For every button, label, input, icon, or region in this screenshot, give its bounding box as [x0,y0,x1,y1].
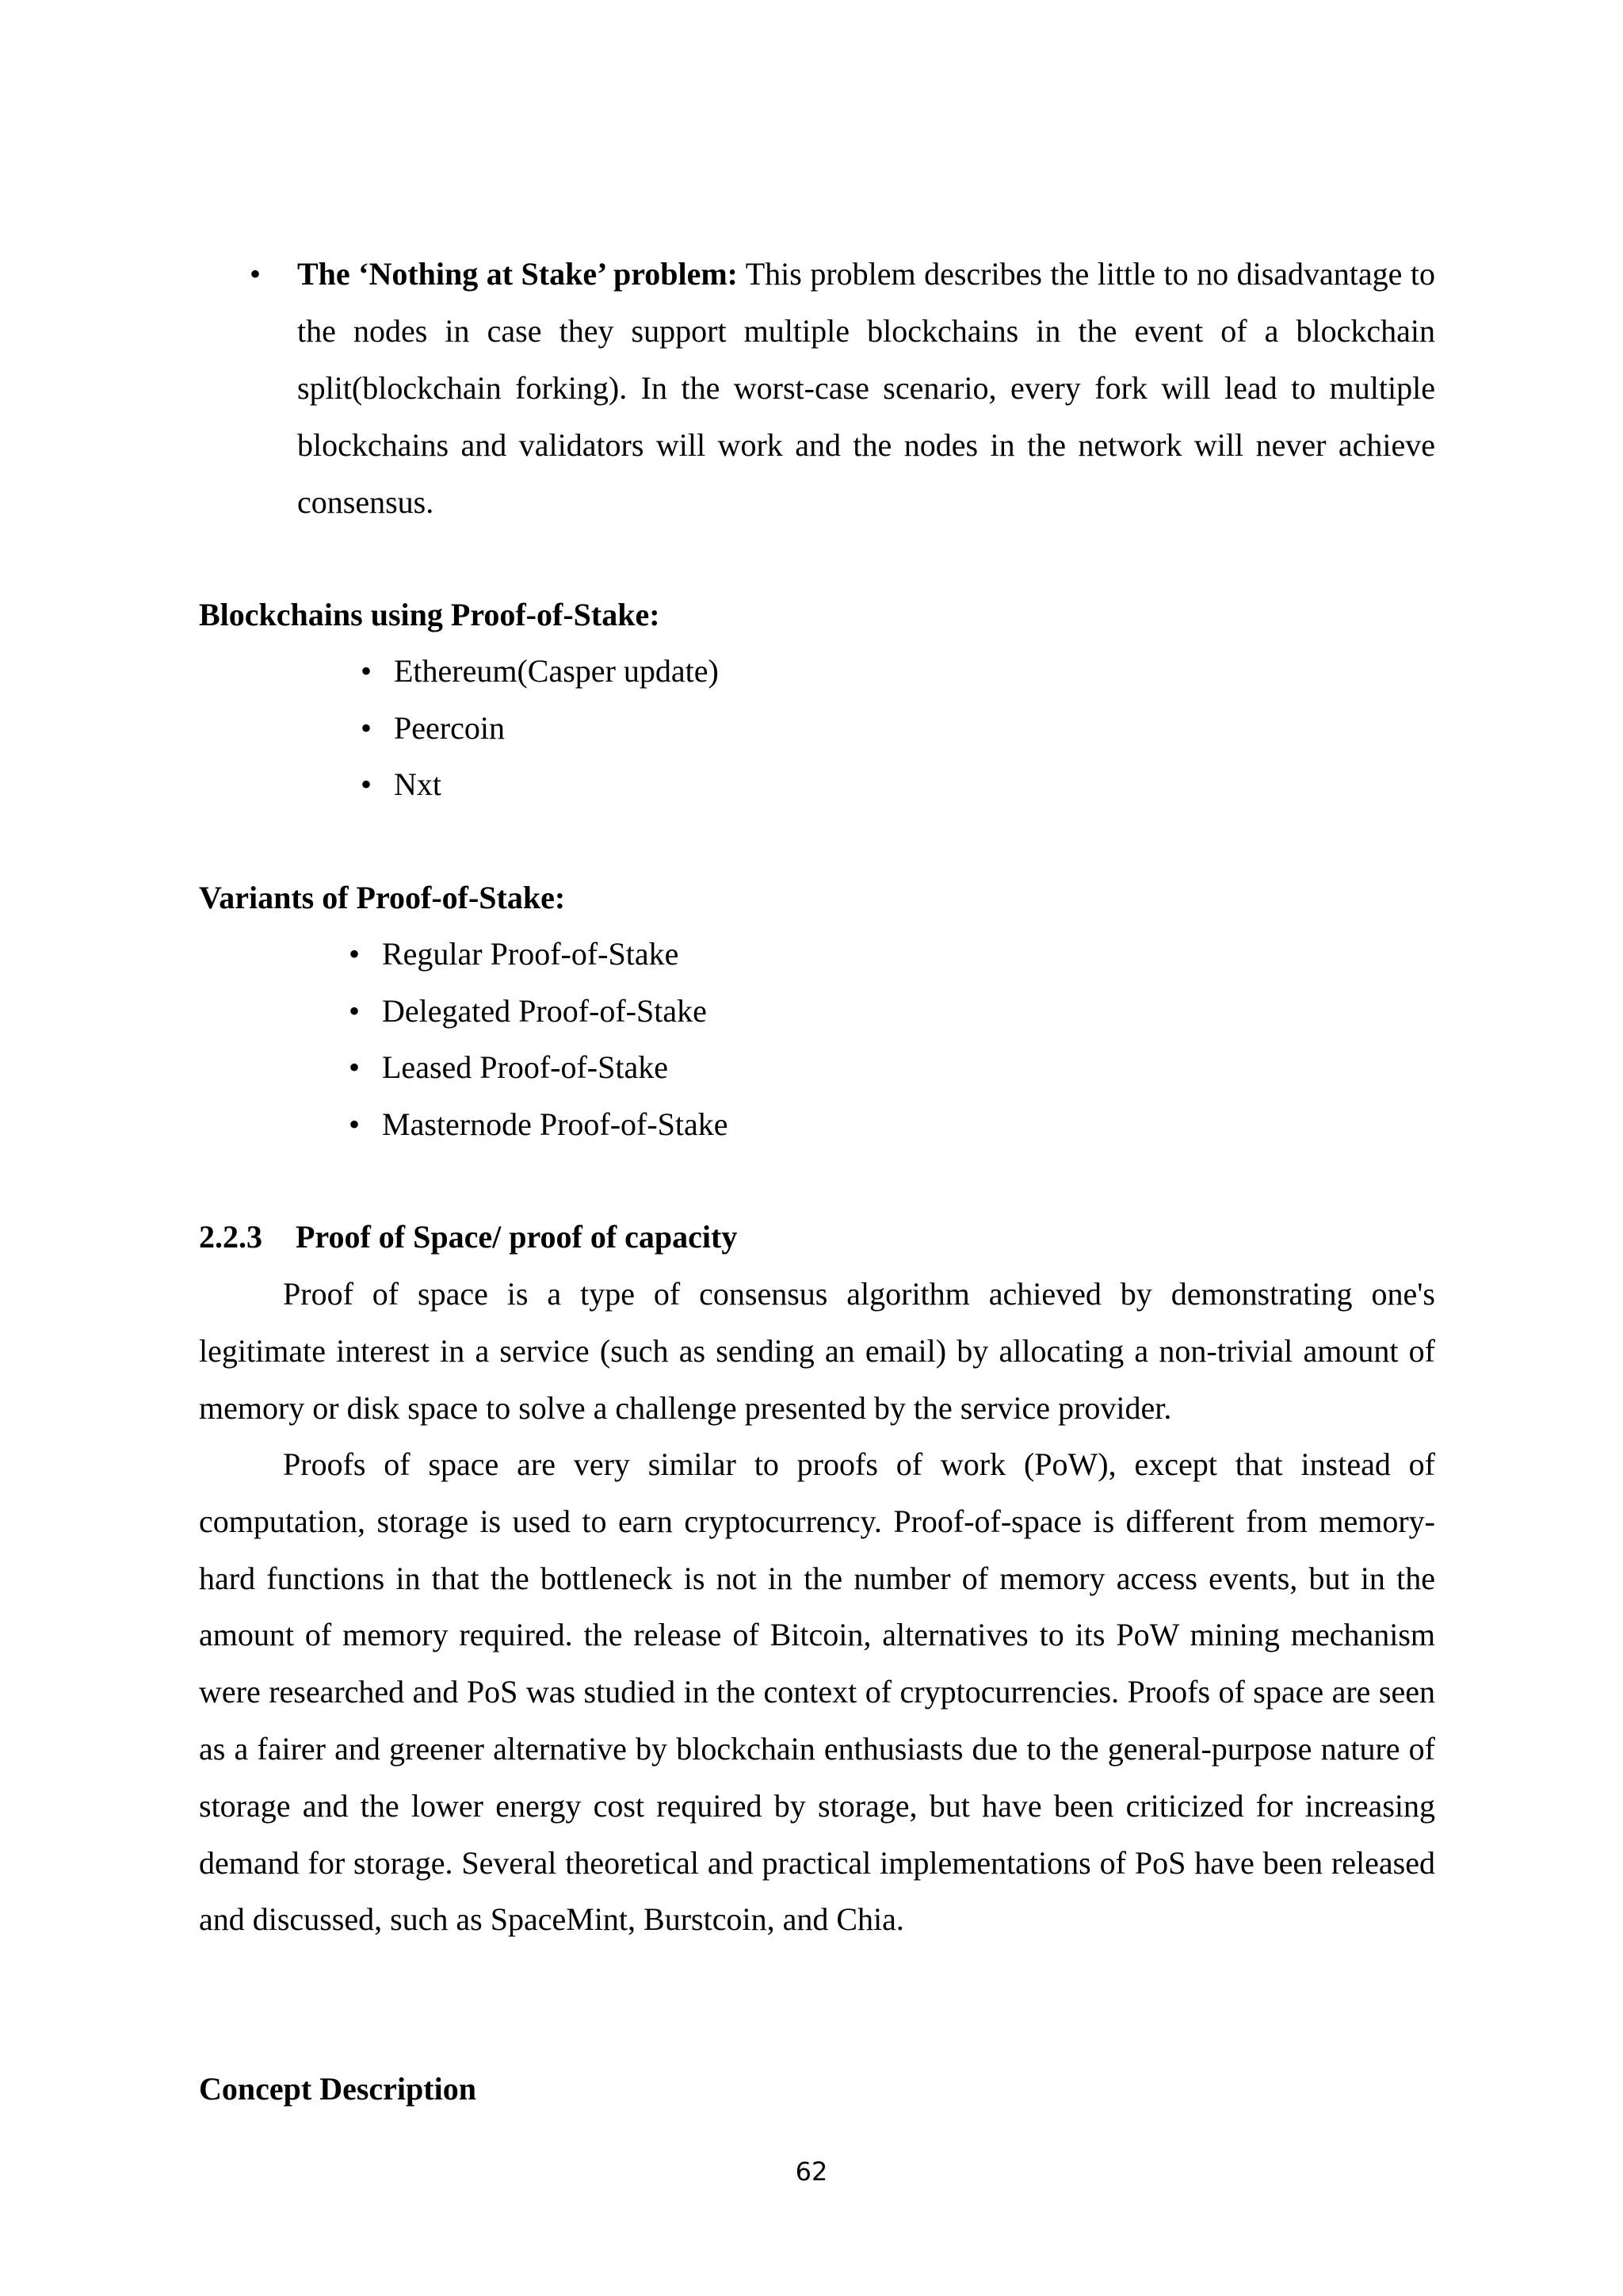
list-item: • Ethereum(Casper update) [394,643,719,700]
nothing-at-stake-text [297,246,1435,531]
bullet-icon: • [361,709,372,746]
blockchains-pos-heading: Blockchains using Proof-of-Stake: [199,597,660,632]
bullet-icon: • [361,766,372,802]
section-title: Proof of Space/ proof of capacity [296,1219,738,1255]
list-item: • Delegated Proof-of-Stake [382,983,728,1040]
nothing-at-stake-lead: The ‘Nothing at Stake’ problem: [297,256,738,292]
section-heading [199,1209,737,1266]
list-item: • Masternode Proof-of-Stake [382,1096,728,1153]
list-item: • Leased Proof-of-Stake [382,1039,728,1096]
section-number: 2.2.3 [199,1219,262,1255]
bullet-icon: • [250,256,262,292]
paragraph-1: Proof of space is a type of consensus algorithm achieved by demonstrating one's legitimate interest in a service (such as sending an email) by allocating a non-trivial amount of memory or disk space to solve a challenge presented by the service provider. [199,1276,1435,1426]
bullet-icon: • [349,1106,361,1142]
bullet-icon: • [361,653,372,689]
concept-heading: Concept Description [199,2071,476,2107]
blockchains-pos-list [361,643,719,813]
variants-pos-list [349,926,728,1152]
paragraph-2: Proofs of space are very similar to proofs of work (PoW), except that instead of computation, storage is used to earn cryptocurrency. Proof-of-space is different from memory-hard functions in that the bottleneck is not in the number of memory access events, but in the amount of memory required. the release of Bitcoin, alternatives to its PoW mining mechanism were researched and PoS was studied in the context of cryptocurrencies. Proofs of space are seen as a fairer and greener alternative by blockchain enthusiasts due to the general-purpose nature of storage and the lower energy cost required by storage, but have been criticized for increasing demand for storage. Several theoretical and practical implementations of PoS have been released and discussed, such as SpaceMint, Burstcoin, and Chia. [199,1446,1435,1938]
bullet-icon: • [349,936,361,972]
list-item: • Peercoin [394,700,719,757]
page-number: 62 [795,2157,828,2187]
bullet-icon: • [349,1049,361,1085]
variants-pos-heading: Variants of Proof-of-Stake: [199,880,566,915]
nothing-at-stake-body: This problem describes the little to no disadvantage to the nodes in case they support multiple blockchains in the event of a blockchain split(blockchain forking). In the worst-case scenario, every fork will lead to multiple blockchains and validators will work and the nodes in the network will never achieve consensus. [297,256,1435,520]
bullet-icon: • [349,992,361,1029]
list-item: • Regular Proof-of-Stake [382,926,728,983]
list-item: • Nxt [394,756,719,813]
